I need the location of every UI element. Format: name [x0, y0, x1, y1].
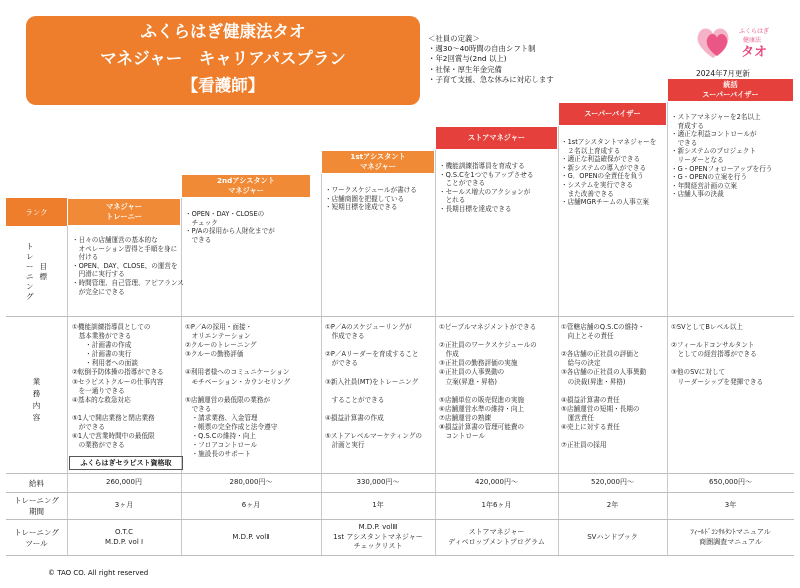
goal-line: ・適正な利益コントロールが [671, 130, 757, 139]
therapist-certification-box: ふくらはぎセラピスト資格取 [69, 456, 183, 470]
goal-line: ・新システムの導入ができる [561, 163, 647, 172]
logo-big-text: タオ [741, 45, 768, 60]
duty-line: ①P／Aのスケジューリングが [325, 323, 412, 331]
duty-line: ⑦正社員の採用 [561, 441, 607, 450]
row-label-char: グ [26, 292, 34, 301]
duty-line: ③他のSVに対して [671, 368, 726, 377]
duty-line: 基本業務ができる [72, 332, 132, 341]
duty-line: ⑤ストアレベルマーケティングの [325, 432, 422, 441]
row-label-duties [6, 370, 67, 430]
duty-line [439, 387, 537, 396]
duty-line: ②正社員のワークスケジュールの [439, 341, 537, 350]
duty-line: 立案(昇進・昇格) [439, 377, 497, 386]
step-label: 1stアシスタント [350, 152, 406, 161]
duty-line: ②P／Aリーダーを育成すること [325, 350, 419, 359]
duty-line: モチベーション・カウンセリング [185, 377, 291, 386]
period-cell: 1年 [372, 501, 384, 510]
salary-cell: 260,000円 [106, 478, 142, 487]
duty-line: ・計画書の作成 [72, 341, 132, 350]
goal-line: ・店舗商圏を把握している [325, 194, 405, 203]
goal-line: ・セールス増大のアクションが [439, 187, 531, 196]
tool-line: 商圏調査マニュアル [699, 537, 762, 546]
duty-line [325, 423, 422, 432]
period-cell: 3年 [724, 501, 737, 510]
step-supervisor [558, 102, 667, 126]
duty-line: することができる [325, 395, 385, 404]
duty-line: ③セラピストクルーの仕事内容 [72, 377, 164, 386]
duty-line: ⑤店舗単位の販売促進の実施 [439, 395, 525, 404]
definition-item: ・子育て支援、急な休みに対応します [428, 74, 554, 84]
company-logo [693, 22, 789, 64]
duty-cell-5 [671, 323, 763, 387]
tool-cell [181, 520, 321, 555]
definition-heading: ＜社員の定義＞ [428, 34, 480, 43]
duty-line: ⑤店舗運営の短期・長期の [561, 404, 640, 413]
salary-cell: 520,000円～ [591, 478, 634, 487]
duty-line: 作成 [439, 350, 459, 359]
goal-line: ・1stアシスタントマネジャーを [561, 138, 657, 146]
duty-line: ④利用者様へのコミュニケーション [185, 368, 290, 377]
goal-cell-3 [439, 162, 533, 214]
row-label-char: 目 [39, 262, 47, 271]
goal-line: ・日々の店舗運営の基本的な [72, 236, 158, 244]
duty-cell-1 [185, 323, 290, 459]
period-cell: 3ヶ月 [114, 501, 134, 510]
duty-line: ②転倒予防体操の指導ができる [72, 368, 164, 377]
tool-line: チェックリスト [353, 542, 403, 551]
duty-line: ⑥1人で営業時間中の最低限 [72, 432, 155, 441]
title-banner [26, 16, 420, 105]
goal-line: 円滑に実行する [72, 270, 125, 279]
duty-line: できる [185, 404, 212, 413]
row-label-period [6, 493, 67, 519]
tool-cell [558, 520, 667, 555]
goal-line: ・G・OPENフォローアップを行う [671, 164, 773, 173]
duty-line: ②クルーのトレーニング [185, 341, 257, 350]
duty-cell-3 [439, 323, 537, 441]
duty-line: リーダーシップを発揮できる [671, 377, 764, 386]
step-label: マネジャー [106, 202, 142, 211]
goal-line: また改善できる [561, 189, 614, 198]
duty-line: ③正社員の勤務評価の実施 [439, 359, 518, 368]
duty-line: の業務ができる [72, 441, 125, 450]
duty-line: ができる [72, 423, 105, 432]
logo-mid-text: 健康法 [743, 37, 762, 44]
period-cell: 2年 [606, 501, 619, 510]
tool-cell [321, 520, 435, 555]
goal-line: とれる [439, 196, 466, 205]
row-label-salary: 給料 [29, 478, 44, 488]
goal-cell-1 [185, 210, 275, 244]
duty-line: ができる [325, 359, 358, 368]
goal-line: オペレーション習得と手順を身に [72, 244, 178, 253]
goal-line: ・ストアマネジャーを2名以上 [671, 113, 761, 121]
tool-line: M.D.P. volⅡ [232, 532, 270, 541]
duty-line: の決裁(昇進・昇格) [561, 377, 626, 386]
tool-line: ﾌｨｰﾙﾄﾞｺﾝｻﾙﾀﾝﾄマニュアル [690, 528, 771, 536]
goal-line: ・システムを実行できる [561, 180, 633, 189]
goal-line: ・P/Aの採用から人財化までが [185, 227, 275, 236]
goal-cell-0 [72, 236, 184, 296]
duty-line [671, 332, 763, 341]
salary-cell: 650,000円～ [709, 478, 752, 487]
tool-line: ストアマネジャー [468, 528, 525, 536]
duty-line: 給与の決定 [561, 359, 601, 368]
copyright: © TAO CO. All right reserved [48, 569, 149, 577]
duty-line: コントロール [439, 432, 486, 441]
row-label-text: トレーニング [14, 527, 59, 537]
salary-cell: 420,000円～ [475, 478, 518, 487]
row-label-char: 標 [39, 272, 47, 281]
duty-line: ⑤店舗運営の最低限の業務が [185, 395, 271, 404]
step-label: 2ndアシスタント [217, 176, 275, 185]
tool-line: M.D.P. volⅢ [358, 523, 398, 532]
duty-line: ⑧損益計算書の管理可能費の [439, 423, 525, 432]
duty-line: オリエンテーション [185, 332, 251, 341]
heart-logo-icon [693, 22, 789, 64]
step-label: ストアマネジャー [467, 133, 526, 142]
goal-line: ・年間経営計画の立案 [671, 181, 737, 190]
rank-header: ランク [6, 198, 67, 226]
tool-line: 1st アシスタントマネジャー [333, 532, 423, 541]
duty-line [72, 405, 164, 414]
row-label-training-goal [6, 232, 67, 312]
duty-line [561, 341, 646, 350]
row-label-char: ー [26, 262, 34, 271]
goal-cell-5 [671, 113, 772, 199]
definition-item: ・週30～40時間の自由シフト制 [428, 44, 536, 54]
goal-line: が完全にできる [72, 287, 125, 296]
goal-line: ・ワークスケジュールが書ける [325, 186, 417, 194]
tool-line: M.D.P. vol Ⅰ [104, 537, 144, 546]
duty-cell-4 [561, 323, 646, 450]
goal-line: ・適正な利益確保ができる [561, 155, 641, 164]
duty-line: ①P／Aの採用・面接・ [185, 323, 253, 331]
goal-line: 育成する [671, 121, 704, 130]
goal-line: ２名以上育成する [561, 146, 621, 155]
step-label: マネジャー [360, 162, 396, 171]
goal-line: ・G．OPENの全責任を負う [561, 172, 644, 181]
step-1st-assistant [321, 150, 435, 174]
period-cell: 6ヶ月 [241, 501, 261, 510]
tool-line: O.T.C [114, 528, 133, 536]
period-cell: 1年6ヶ月 [481, 501, 512, 510]
duty-line: 作成できる [325, 332, 365, 341]
duty-line: ⑥売上に対する責任 [561, 423, 620, 432]
duty-line: を一通りできる [72, 386, 125, 395]
duty-line: ⑥店舗運営水準の維持・向上 [439, 404, 525, 413]
step-2nd-assistant [181, 174, 311, 198]
duty-line: ①管轄店舗のQ.S.Cの維持・ [561, 323, 645, 331]
goal-line: ・Q.S.Cを1つでもアップさせる [439, 170, 534, 179]
goal-cell-4 [561, 138, 656, 207]
goal-line: ・OPEN・DAY・CLOSEの [185, 210, 265, 218]
row-label-char: レ [26, 252, 34, 261]
row-label-text: ツール [25, 538, 48, 548]
duty-line: 計画と実行 [325, 441, 365, 450]
tool-cell [67, 520, 181, 555]
duty-line [325, 341, 422, 350]
duty-line [325, 405, 422, 414]
tool-cell [667, 520, 794, 555]
step-manager-trainee [67, 198, 181, 226]
duty-line: ・Q.S.Cの維持・向上 [185, 432, 256, 441]
duty-line: 運営責任 [561, 413, 594, 422]
row-label-text: トレーニング [14, 496, 59, 505]
logo-small-text: ふくらはぎ [739, 28, 770, 35]
duty-cell-2 [325, 323, 422, 450]
title-line-2: マネジャー キャリアパスプラン [100, 49, 346, 68]
goal-line: できる [671, 138, 698, 147]
duty-line: ⑤1人で開店業務と閉店業務 [72, 413, 155, 422]
duty-line: ・計画書の実行 [72, 350, 132, 359]
definition-item: ・年2回賞与(2nd 以上) [428, 54, 507, 64]
step-label: トレーニー [106, 212, 142, 221]
duty-line: ④正社員の人事異動の [439, 368, 505, 377]
tool-line: ディベロップメントプログラム [448, 537, 545, 546]
duty-line: ・請求業務、入金管理 [185, 413, 258, 422]
row-label-text: 期間 [29, 507, 44, 516]
duty-line: ・帳票の完全作成と法令遵守 [185, 423, 278, 432]
row-label-char: ニ [26, 272, 34, 281]
duty-line: ④基本的な救急対応 [72, 395, 131, 404]
duty-line: ・利用者への面談 [72, 359, 138, 368]
duty-line [561, 387, 646, 396]
row-label-tool [6, 520, 67, 555]
salary-cell: 280,000円～ [229, 478, 273, 487]
goal-line: ・機能訓練指導員を育成する [439, 162, 525, 170]
duty-line: ④損益計算書の責任 [561, 395, 620, 404]
goal-line: 付ける [72, 253, 99, 262]
duty-line: ②フィールドコンサルタント [671, 341, 755, 350]
duty-line [561, 432, 646, 441]
row-label-char: 務 [32, 389, 41, 398]
duty-line: としての経営指導ができる [671, 350, 757, 359]
duty-line: ③クルーの勤務評価 [185, 350, 244, 359]
title-line-3: 【看護師】 [181, 76, 265, 95]
goal-line: ・店舗MGRチームの人事立案 [561, 198, 649, 207]
row-label-char: 内 [32, 401, 41, 410]
step-label: スーパーバイザー [702, 90, 759, 99]
duty-line [185, 387, 290, 396]
goal-line: チェック [185, 218, 218, 227]
duty-line: ①ピープルマネジメントができる [439, 323, 537, 331]
duty-line: ②各店舗の正社員の評価と [561, 350, 640, 359]
duty-line: ①機能訓練指導員としての [72, 323, 151, 331]
goal-line: ・店舗人事の決裁 [671, 190, 724, 199]
title-line-1: ふくらはぎ健康法タオ [140, 22, 306, 41]
step-store-manager [435, 126, 558, 150]
duty-line [439, 332, 537, 341]
goal-line: ことができる [439, 179, 486, 188]
duty-line [325, 368, 422, 377]
row-label-char: 業 [32, 377, 41, 386]
goal-line: ・短期目標を達成できる [325, 203, 398, 212]
row-divider [6, 316, 794, 317]
step-general-supervisor [667, 78, 794, 102]
definition-item: ・社保・厚生年金完備 [428, 64, 502, 74]
row-label-char: 容 [32, 413, 41, 422]
goal-line: ・OPEN、DAY、CLOSE、の運営を [72, 261, 178, 270]
duty-line: ③各店舗の正社員の人事異動 [561, 368, 647, 377]
duty-line: 向上とその責任 [561, 332, 614, 341]
duty-line: ③新入社員(MT)をトレーニング [325, 377, 419, 386]
goal-cell-2 [325, 186, 417, 212]
duty-line [325, 387, 422, 396]
goal-line: ・G・OPENの立案を行う [671, 173, 748, 182]
step-label: マネジャー [228, 186, 264, 195]
duty-line: ①SVとしてBレベル以上 [671, 323, 743, 331]
duty-cell-0 [72, 323, 164, 450]
row-label-char: ト [26, 242, 34, 251]
goal-line: ・時間管理、自己管理、アピアランス [72, 278, 184, 287]
goal-line: できる [185, 235, 212, 244]
duty-line: ⑦店舗運営の熟練 [439, 413, 492, 422]
duty-line: ・施設長のサポート [185, 450, 251, 459]
tool-line: SVハンドブック [587, 532, 638, 541]
employee-definition [428, 34, 678, 85]
step-label: 統括 [723, 80, 738, 89]
row-label-char: ン [26, 282, 34, 291]
row-divider [6, 555, 794, 556]
step-label: スーパーバイザー [584, 109, 641, 118]
goal-line: リーダーとなる [671, 155, 724, 164]
duty-line: ④損益計算書の作成 [325, 413, 384, 422]
tool-cell [435, 520, 558, 555]
goal-line: ・新システムのプロジェクト [671, 147, 756, 156]
goal-line: ・長期目標を達成できる [439, 204, 512, 213]
duty-line: ・フロアコントロール [185, 441, 258, 450]
salary-cell: 330,000円～ [356, 478, 400, 487]
updated-date: 2024年7月更新 [696, 69, 750, 78]
